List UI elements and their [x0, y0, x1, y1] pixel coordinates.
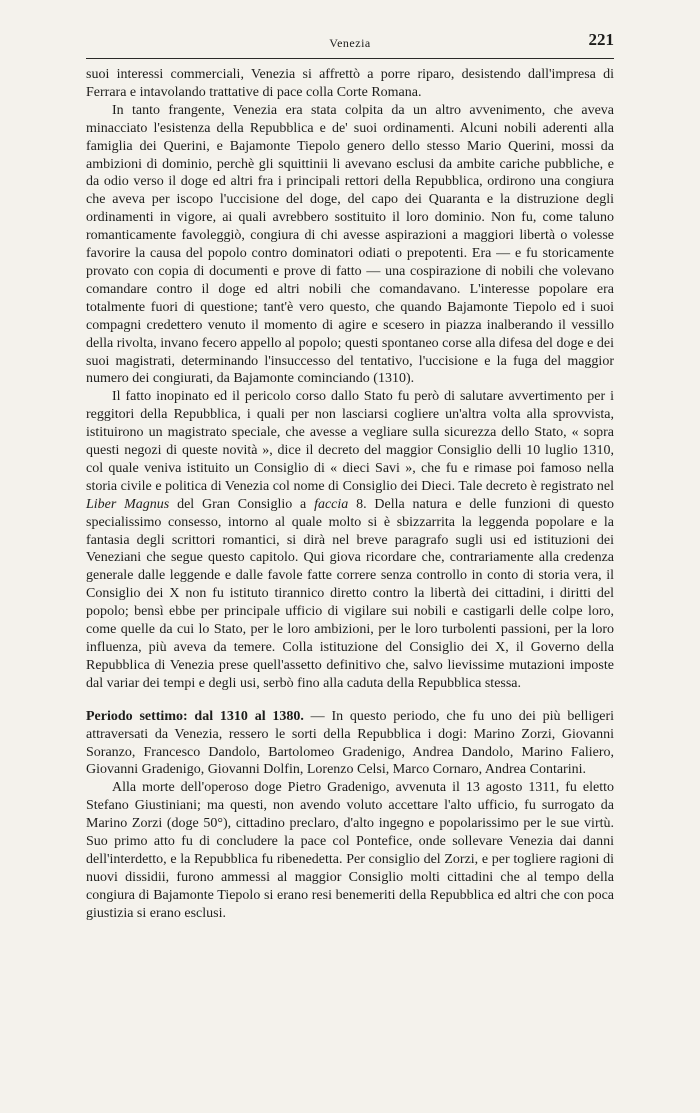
text-run: — In questo periodo, che fu uno dei più belligeri attraversati da Venezia, ressero le sorti della Repubblica i dogi: Marino Zorzi, Giovanni Soranzo, Francesco Dandolo, Bartolomeo Gradenigo, Andrea Dandolo, Marino Faliero, Giovanni Gradenigo, Giovanni Dolfin, Lorenzo Celsi, Marco Cornaro, Andrea Contarini.: [86, 708, 614, 778]
page-header: [86, 30, 614, 52]
italic-liber-magnus: Liber Magnus: [86, 496, 170, 512]
text-run: Il fatto inopinato ed il pericolo corso dallo Stato fu però di salutare avvertimento per i reggitori della Repubblica, i quali per non lasciarsi cogliere un'altra volta alla sprovvista, istituirono un magistrato speciale, che avesse a vegliare sulla sicurezza dello Stato, « sopra questi negozi di queste novità », dice il decreto del maggior Consiglio delli 10 luglio 1310, col quale veniva istituito un Consiglio di « dieci Savi », che fu e rimase poi famoso nella storia civile e politica di Venezia col nome di Consiglio dei Dieci. Tale decreto è registrato nel: [86, 389, 614, 494]
paragraph-period-seven: [86, 708, 614, 780]
italic-faccia: faccia: [314, 496, 349, 512]
paragraph-council-of-ten: [86, 388, 614, 692]
header-rule: [86, 58, 614, 59]
section-heading: Periodo settimo: dal 1310 al 1380.: [86, 708, 304, 724]
paragraph-continuation: suoi interessi commerciali, Venezia si affrettò a porre riparo, desistendo dall'impresa di Ferrara e intavolando trattative di pace colla Corte Romana.: [86, 67, 614, 100]
body-text: [86, 66, 614, 923]
text-run: del Gran Consiglio a: [177, 496, 307, 512]
paragraph-gradenigo-death: Alla morte dell'operoso doge Pietro Gradenigo, avvenuta il 13 agosto 1311, fu eletto Stefano Giustiniani; ma questi, non avendo voluto accettare l'alto ufficio, fu surrogato da Marino Zorzi (doge 50°), cittadino preclaro, d'alto ingegno e popolarissimo per le sue virtù. Suo primo atto fu di concludere la pace col Pontefice, onde sollevare Venezia dai danni dell'interdetto, e la Repubblica fu ribenedetta. Per consiglio del Zorzi, e per togliere ragioni di nuovi dissidii, furono ammessi al maggior Consiglio molti cittadini che al tempo della congiura di Bajamonte Tiepolo si erano resi benemeriti della Repubblica ed altri che con poca giustizia si erano esclusi.: [86, 780, 614, 921]
paragraph-conspiracy: In tanto frangente, Venezia era stata colpita da un altro avvenimento, che aveva minacciato l'esistenza della Repubblica e de' suoi ordinamenti. Alcuni nobili aderenti alla famiglia dei Querini, e Bajamonte Tiepolo genero dello stesso Mario Querini, mossi da ambizioni di dominio, perchè gli squittinii li avevano esclusi da ambite cariche pubbliche, e da odio verso il doge ed altri fra i principali rettori della Repubblica, ordirono una congiura che aveva per iscopo l'uccisione del doge, del capo dei Quaranta e la distruzione degli ordinamenti in vigore, ai quali avrebbero sostituito il loro dominio. Non fu, come taluno romanticamente favoleggiò, congiura di chi avesse aspirazioni a maggiori libertà o volesse favorire la causa del popolo contro dominatori odiati o prepotenti. Era — e fu storicamente provato con copia di documenti e prove di fatto — una cospirazione di nobili che volevano comandare contro il doge ed altri nobili che comandavano. L'interesse popolare era totalmente fuori di questione; tant'è vero questo, che quando Bajamonte Tiepolo ed i suoi compagni credettero venuto il momento di agire e scesero in piazza inalberando il vessillo della rivolta, invano fecero appello al popolo; questi spontaneo corse alla difesa del doge e dei suoi magistrati, determinando l'insuccesso del tentativo, l'uccisione e la fuga del maggior numero dei congiurati, da Bajamonte cominciando (1310).: [86, 102, 614, 387]
text-run: 8. Della natura e delle funzioni di questo specialissimo consesso, intorno al quale molto si è sbizzarrita la leggenda popolare e la fantasia degli scrittori romantici, si dirà nel breve paragrafo sugli usi ed istituzioni dei Veneziani che segue questo capitolo. Qui giova ricordare che, contrariamente alla credenza generale dalle leggende e dalle favole fatte correre senza controllo in conto di storia vera, il Consiglio dei X non fu istituto tirannico diretto contro la libertà dei cittadini, i diritti del popolo; bensì ebbe per principale ufficio di vigilare sui nobili e castigarli delle colpe loro, come quelle da cui lo Stato, per le loro ambizioni, per le loro turbolenti passioni, per la loro influenza, più aveva da temere. Colla istituzione del Consiglio dei X, il Governo della Repubblica di Venezia prese quell'assetto definitivo che, salvo lievissime mutazioni imposte dal variar dei tempi e degli usi, serbò fino alla caduta della Repubblica stessa.: [86, 496, 615, 691]
page-number: 221: [588, 30, 614, 49]
running-title: Venezia: [329, 36, 371, 50]
